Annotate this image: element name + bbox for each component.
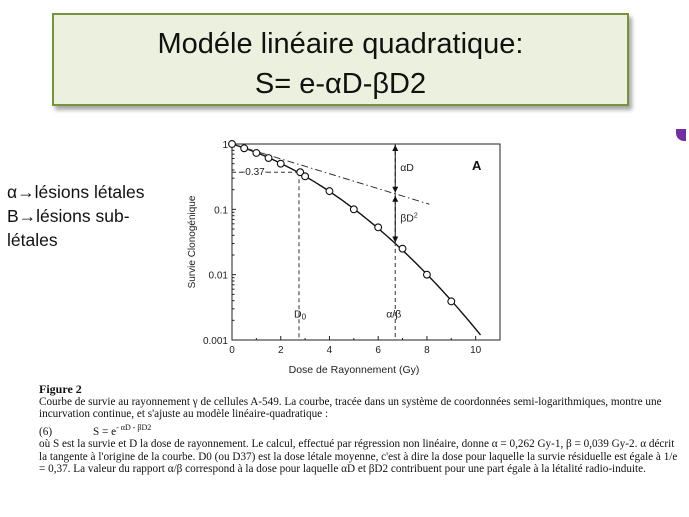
d0-label: D0 bbox=[294, 308, 307, 322]
betaD2-superscript: 2 bbox=[413, 212, 418, 220]
x-tick-label: 8 bbox=[424, 345, 430, 356]
ratio-label: α/β bbox=[386, 308, 402, 321]
x-axis-label: Dose de Rayonnement (Gy) bbox=[288, 364, 420, 376]
note-line-alpha: α→lésions létales bbox=[7, 182, 145, 202]
x-tick-label: 2 bbox=[277, 345, 284, 356]
data-point bbox=[448, 298, 455, 305]
data-point bbox=[253, 150, 260, 157]
x-tick-label: 6 bbox=[375, 345, 381, 356]
x-tick-label: 0 bbox=[229, 345, 235, 356]
betaD2-arrow-head-top bbox=[392, 196, 398, 202]
data-point bbox=[424, 271, 431, 278]
panel-label: A bbox=[472, 158, 482, 173]
level-037-label: -0.37- bbox=[241, 167, 269, 179]
formula-number: (6) bbox=[39, 425, 53, 438]
data-point bbox=[265, 155, 272, 162]
note-line-beta: B→lésions sub- bbox=[7, 206, 130, 226]
x-tick-label: 10 bbox=[470, 345, 482, 356]
formula-exponent: - αD - βD2 bbox=[116, 422, 152, 432]
caption-paragraph-2: où S est la survie et D la dose de rayonnement. Le calcul, effectué par régression non linéaire, donne α = 0,262 Gy-1, β = 0,039 Gy-2. α décrit la tangente à l'origine de la courbe. D0 (ou D37) est la dose létale moyenne, c'est à dire la dose pour laquelle la survie résiduelle est égale à 1/e = 0,37. La valeur du rapport α/β correspond à la dose pour laquelle αD et βD2 contribuent pour une part égale à la létalité radio-induite. bbox=[39, 438, 678, 476]
y-tick-label: 0.001 bbox=[202, 336, 228, 347]
caption-formula bbox=[39, 422, 679, 438]
alphaD-label: αD bbox=[400, 161, 414, 174]
data-point bbox=[277, 160, 284, 167]
data-point bbox=[229, 141, 236, 148]
x-tick-label: 4 bbox=[326, 345, 333, 356]
alphaD-arrow-head-bottom bbox=[392, 187, 398, 193]
formula-text: S = e bbox=[93, 425, 117, 438]
notes-text bbox=[7, 180, 177, 252]
data-point bbox=[241, 145, 248, 152]
slide-title: Modéle linéaire quadratique: bbox=[157, 28, 524, 60]
alphaD-arrow-head-top bbox=[392, 145, 398, 151]
slide-title-box bbox=[52, 13, 629, 106]
slide-formula: S= e-αD-βD2 bbox=[254, 68, 427, 100]
y-axis-label: Survie Clonogénique bbox=[187, 195, 198, 289]
figure-caption bbox=[39, 383, 679, 476]
y-tick-label: 1 bbox=[222, 140, 228, 151]
betaD2-label: $\beta D^2$ bbox=[400, 212, 418, 225]
d0-subscript: 0 bbox=[301, 312, 307, 322]
survival-chart bbox=[170, 130, 520, 380]
accent-shape-icon bbox=[676, 129, 686, 141]
caption-paragraph-1: Courbe de survie au rayonnement γ de cellules A-549. La courbe, tracée dans un système de coordonnées semi-logarithmiques, montre une incurvation continue, et s'ajuste au modèle linéaire-quadratique : bbox=[39, 395, 662, 421]
data-point bbox=[326, 188, 333, 195]
data-point bbox=[375, 224, 382, 231]
data-point bbox=[399, 245, 406, 252]
y-tick-label: 0.01 bbox=[208, 270, 228, 282]
data-point bbox=[350, 206, 357, 213]
figure-label: Figure 2 bbox=[39, 382, 82, 396]
data-point bbox=[302, 173, 309, 180]
y-tick-label: 0.1 bbox=[214, 205, 228, 217]
note-line-beta-cont: létales bbox=[7, 230, 58, 250]
